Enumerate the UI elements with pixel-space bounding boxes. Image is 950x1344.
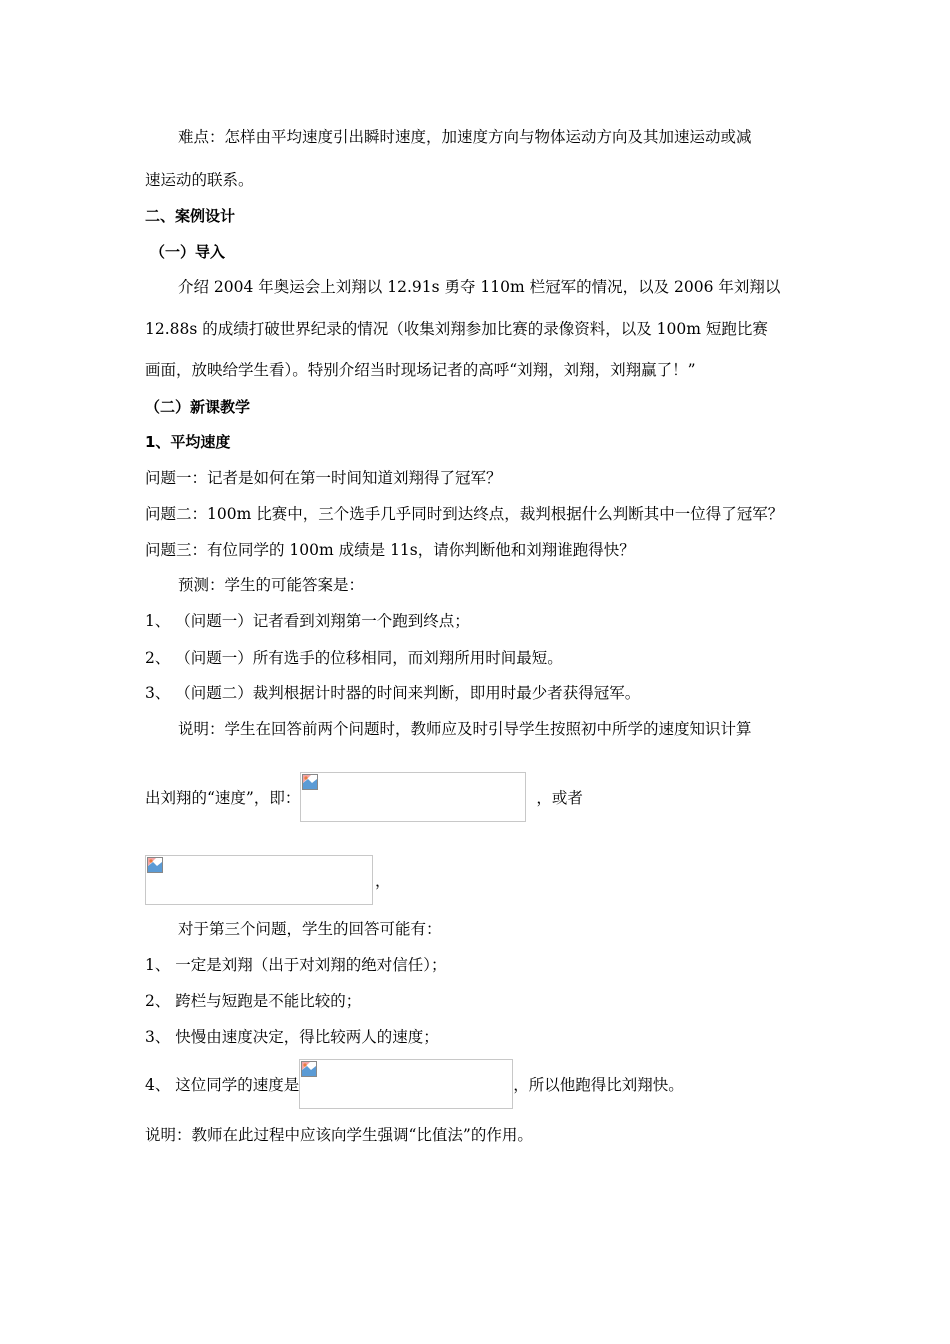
note-paragraph-1: 说明：学生在回答前两个问题时，教师应及时引导学生按照初中所学的速度知识计算 (178, 720, 752, 738)
response-4-prefix: 4、 这位同学的速度是 (145, 1076, 300, 1094)
broken-image-icon (302, 774, 318, 790)
speed-formula-row (145, 772, 583, 822)
formula-row-2 (145, 855, 391, 905)
formula-image-1 (300, 772, 526, 822)
section-title-case-design: 二、案例设计 (145, 207, 236, 225)
subsection-title-intro: （一）导入 (150, 243, 226, 261)
difficulty-line-1: 难点：怎样由平均速度引出瞬时速度，加速度方向与物体运动方向及其加速运动或减 (178, 128, 752, 146)
difficulty-line-2: 速运动的联系。 (145, 171, 254, 189)
question-2: 问题二：100m 比赛中，三个选手几乎同时到达终点，裁判根据什么判断其中一位得了冠军？ (145, 505, 784, 523)
answer-item-2: 2、 （问题一）所有选手的位移相同，而刘翔所用时间最短。 (145, 649, 563, 667)
intro-paragraph-line-3: 画面，放映给学生看）。特别介绍当时现场记者的高呼“刘翔，刘翔，刘翔赢了！” (145, 361, 696, 379)
response-item-1: 1、 一定是刘翔（出于对刘翔的绝对信任）； (145, 956, 447, 974)
question-1: 问题一：记者是如何在第一时间知道刘翔得了冠军？ (145, 469, 502, 487)
answer-item-3: 3、 （问题二）裁判根据计时器的时间来判断，即用时最少者获得冠军。 (145, 684, 641, 702)
speed-prefix-text: 出刘翔的“速度”，即： (145, 789, 301, 807)
question-3: 问题三：有位同学的 100m 成绩是 11s，请你判断他和刘翔谁跑得快？ (145, 541, 635, 559)
formula-image-3 (299, 1059, 513, 1109)
subsection-title-new-lesson: （二）新课教学 (145, 398, 251, 416)
topic-title-average-speed: 1、平均速度 (145, 433, 231, 451)
answer-item-1: 1、 （问题一）记者看到刘翔第一个跑到终点； (145, 612, 470, 630)
third-question-intro: 对于第三个问题，学生的回答可能有： (178, 920, 442, 938)
response-4-suffix: ，所以他跑得比刘翔快。 (513, 1076, 684, 1094)
response-item-2: 2、 跨栏与短跑是不能比较的； (145, 992, 362, 1010)
response-item-4 (145, 1059, 684, 1109)
broken-image-icon (301, 1061, 317, 1077)
formula-comma: ， (375, 872, 391, 890)
intro-paragraph-line-1: 介绍 2004 年奥运会上刘翔以 12.91s 勇夺 110m 栏冠军的情况，以及 2006 年刘翔以 (178, 278, 781, 296)
broken-image-icon (147, 857, 163, 873)
note-paragraph-2: 说明：教师在此过程中应该向学生强调“比值法”的作用。 (145, 1126, 533, 1144)
intro-paragraph-line-2: 12.88s 的成绩打破世界纪录的情况（收集刘翔参加比赛的录像资料，以及 100m 短跑比赛 (145, 320, 768, 338)
formula-image-2 (145, 855, 373, 905)
speed-or-text: ，或者 (536, 789, 583, 807)
prediction-label: 预测：学生的可能答案是： (178, 576, 365, 594)
response-item-3: 3、 快慢由速度决定，得比较两人的速度； (145, 1028, 439, 1046)
